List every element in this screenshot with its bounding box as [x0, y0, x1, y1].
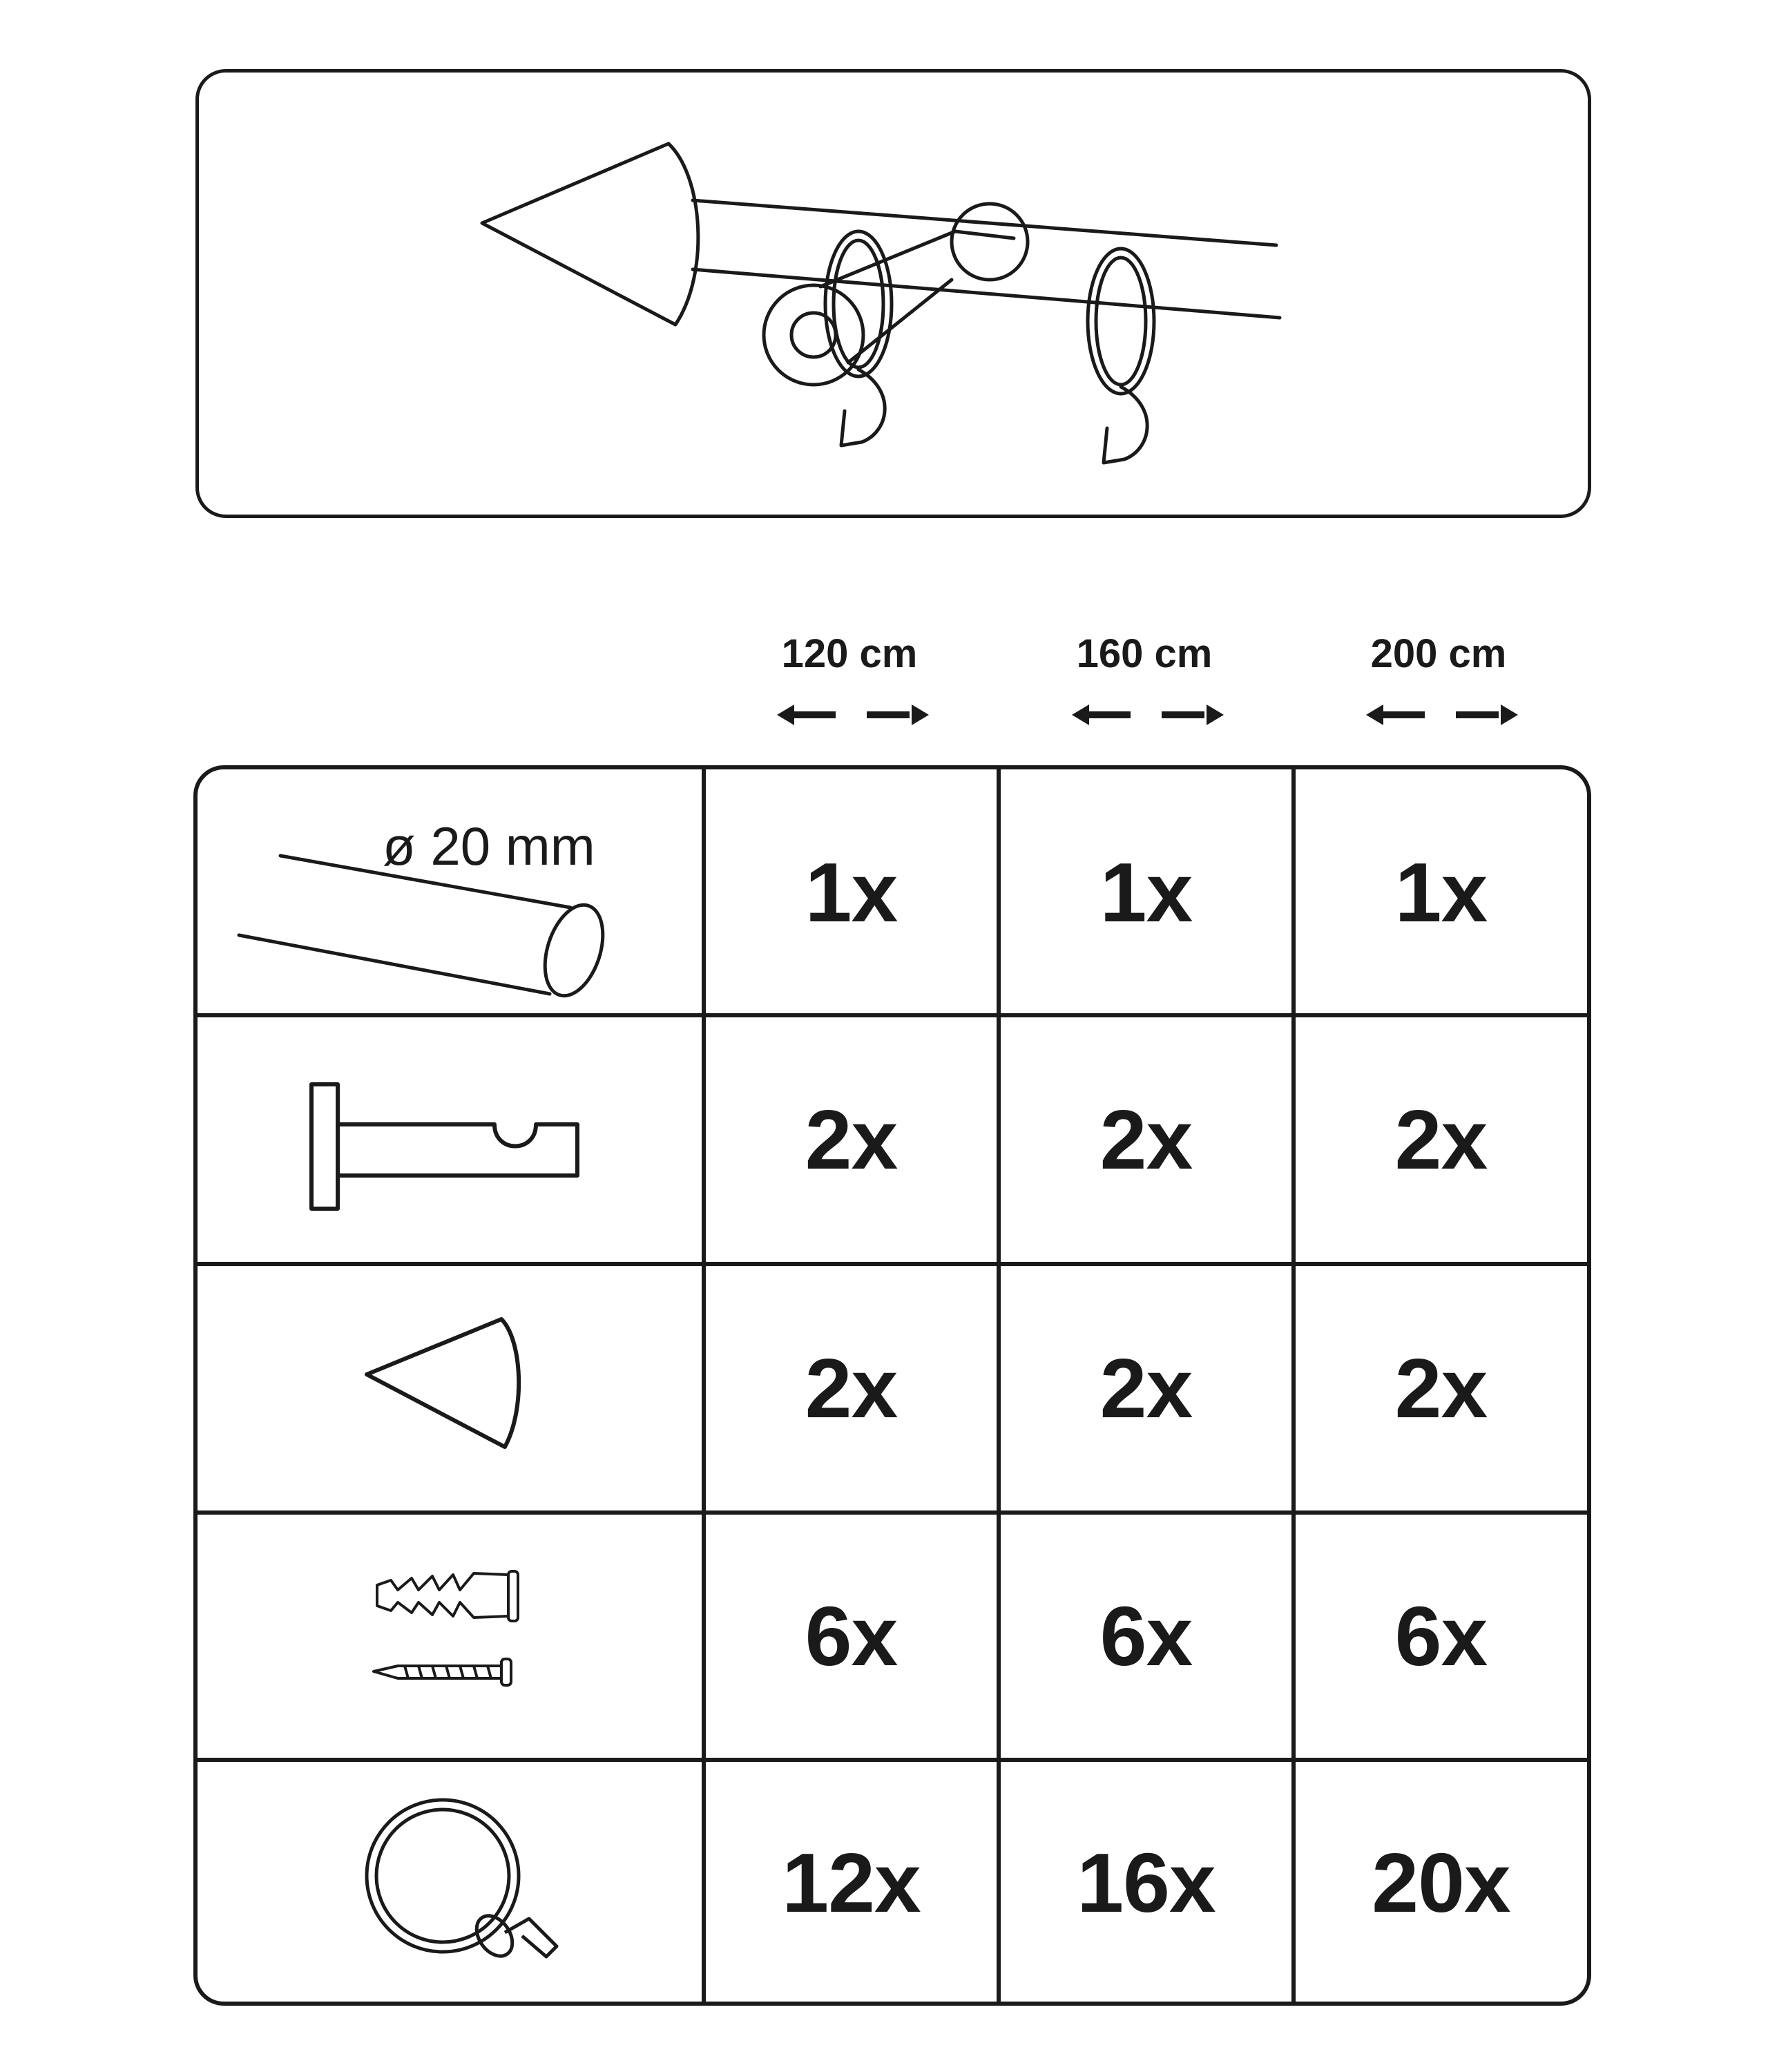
item-cell [198, 1015, 704, 1264]
length-label-200: 200 cm [1370, 631, 1507, 676]
length-label-160: 160 cm [1076, 631, 1213, 676]
table-row [198, 1760, 1587, 2006]
table-row [198, 1015, 1587, 1264]
qty-cell [1294, 1015, 1588, 1264]
item-cell [198, 1760, 704, 2006]
qty-cell [704, 1760, 999, 2006]
table-row [198, 1264, 1587, 1513]
qty-cell [1294, 1513, 1588, 1760]
item-cell [198, 769, 704, 1015]
quantity-value: 2x [805, 1341, 898, 1435]
qty-cell [999, 1760, 1294, 2006]
qty-cell [1294, 1264, 1588, 1513]
length-label-120: 120 cm [781, 631, 918, 676]
cone-finial-icon [198, 1264, 704, 1513]
double-arrow-icon [1068, 698, 1227, 732]
column-divider [702, 769, 706, 2002]
quantity-value: 1x [1099, 845, 1193, 939]
qty-cell [999, 769, 1294, 1015]
quantity-value: 20x [1372, 1836, 1510, 1930]
curtain-ring-icon [198, 1760, 704, 2006]
wall-bracket-icon [198, 1015, 704, 1264]
quantity-value: 2x [1099, 1341, 1193, 1435]
parts-table [193, 765, 1591, 2006]
quantity-value: 1x [1394, 845, 1488, 939]
qty-cell [999, 1015, 1294, 1264]
qty-cell [999, 1264, 1294, 1513]
quantity-value: 2x [805, 1093, 898, 1187]
row-divider [198, 1013, 1587, 1017]
quantity-value: 12x [782, 1836, 921, 1930]
item-cell [198, 1264, 704, 1513]
qty-cell [1294, 1760, 1588, 2006]
quantity-value: 6x [1099, 1589, 1193, 1683]
table-row [198, 1513, 1587, 1760]
assembly-illustration-panel [195, 69, 1591, 518]
row-divider [198, 1510, 1587, 1515]
item-cell [198, 1513, 704, 1760]
table-row [198, 769, 1587, 1015]
double-arrow-icon [1363, 698, 1521, 732]
quantity-value: 6x [1394, 1589, 1488, 1683]
column-divider [1291, 769, 1296, 2002]
quantity-value: 2x [1099, 1093, 1193, 1187]
double-arrow-icon [774, 698, 932, 732]
row-divider [198, 1758, 1587, 1762]
qty-cell [999, 1513, 1294, 1760]
quantity-value: 6x [805, 1589, 898, 1683]
row-divider [198, 1262, 1587, 1266]
qty-cell [704, 1015, 999, 1264]
quantity-value: 2x [1394, 1341, 1488, 1435]
diameter-label: ø 20 mm [383, 816, 595, 876]
quantity-value: 16x [1077, 1836, 1216, 1930]
qty-cell [704, 1513, 999, 1760]
quantity-value: 1x [805, 845, 898, 939]
column-divider [997, 769, 1001, 2002]
rod-icon [198, 769, 704, 1015]
qty-cell [704, 1264, 999, 1513]
screw-and-wall-plug-icon [198, 1513, 704, 1760]
quantity-value: 2x [1394, 1093, 1488, 1187]
curtain-rod-assembly-icon [199, 73, 1595, 521]
qty-cell [1294, 769, 1588, 1015]
qty-cell [704, 769, 999, 1015]
